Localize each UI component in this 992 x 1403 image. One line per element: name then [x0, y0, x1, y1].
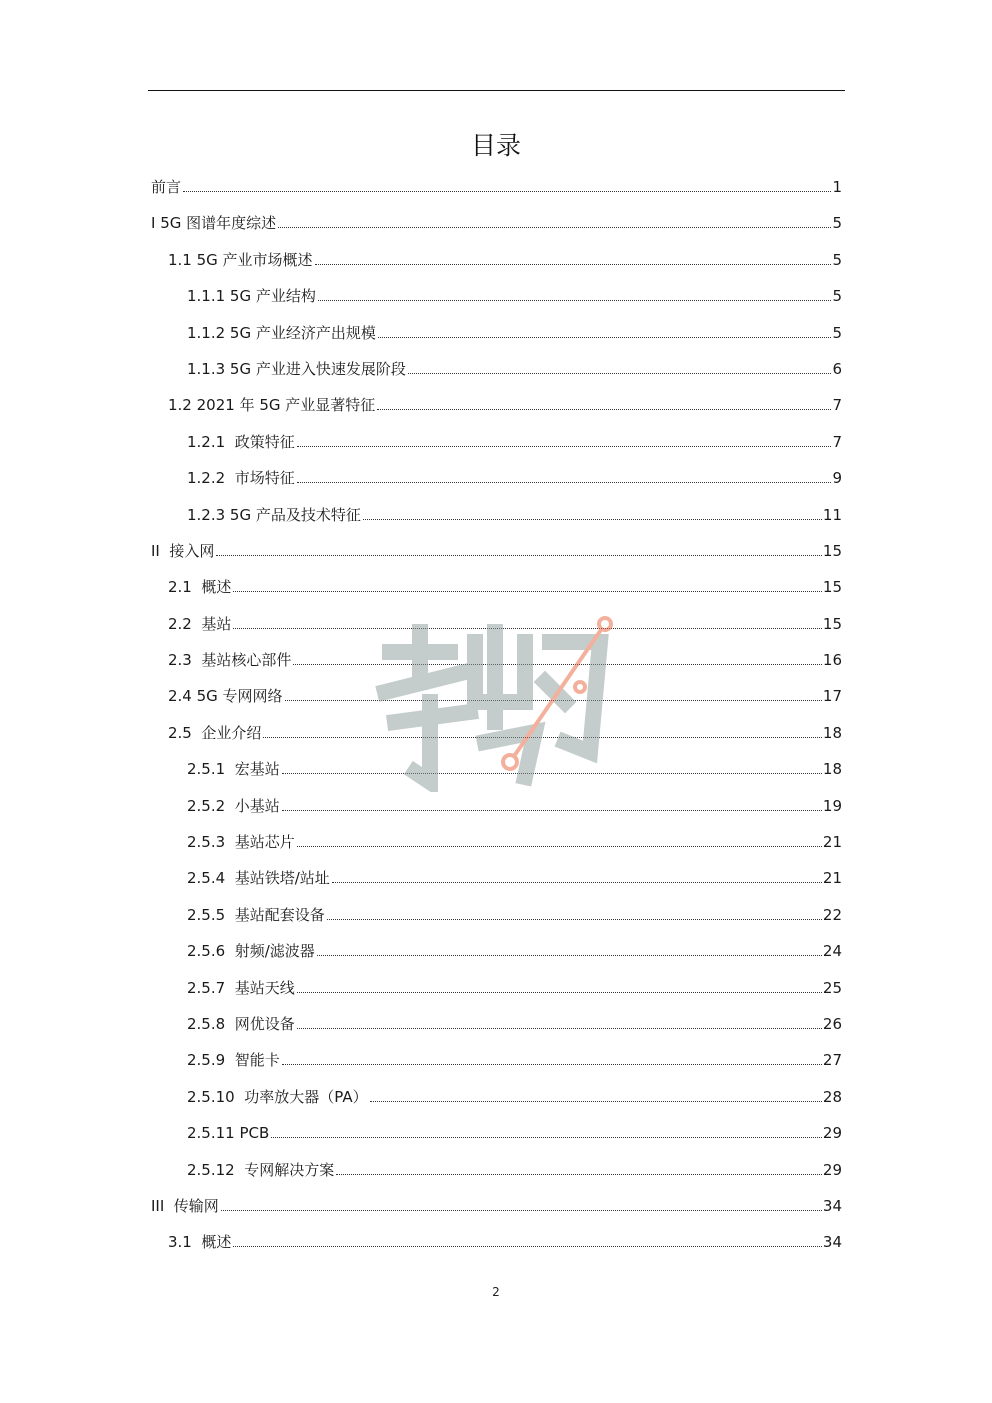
- toc-entry-title: I 5G 图谱年度综述: [151, 214, 277, 233]
- toc-entry[interactable]: [148, 1079, 842, 1115]
- toc-entry-page: 26: [822, 1014, 842, 1033]
- toc-entry-page: 29: [822, 1160, 842, 1179]
- toc-entry[interactable]: [148, 460, 842, 496]
- toc-entry-title: 1.1.3 5G 产业进入快速发展阶段: [187, 359, 406, 378]
- toc-entry[interactable]: [148, 1224, 842, 1260]
- toc-entry-title: 2.5.4 基站铁塔/站址: [187, 869, 330, 888]
- toc-entry-title: 1.1.2 5G 产业经济产出规模: [187, 323, 376, 342]
- toc-entry-title: 1.2.1 政策特征: [187, 432, 295, 451]
- toc-dot-leader: [233, 591, 822, 592]
- toc-entry-title: 2.5.3 基站芯片: [187, 833, 295, 852]
- toc-dot-leader: [282, 810, 822, 811]
- toc-dot-leader: [318, 300, 832, 301]
- toc-entry-title: II 接入网: [151, 541, 215, 560]
- toc-entry[interactable]: [148, 1006, 842, 1042]
- toc-entry[interactable]: [148, 497, 842, 533]
- toc-entry-page: 21: [822, 869, 842, 888]
- toc-dot-leader: [297, 446, 832, 447]
- toc-entry-page: 15: [822, 541, 842, 560]
- toc-dot-leader: [233, 1246, 822, 1247]
- toc-entry[interactable]: [148, 824, 842, 860]
- toc-entry[interactable]: [148, 278, 842, 314]
- toc-dot-leader: [183, 191, 831, 192]
- toc-entry-page: 15: [822, 614, 842, 633]
- toc-entry[interactable]: [148, 315, 842, 351]
- toc-entry-title: 前言: [151, 178, 182, 196]
- toc-entry-page: 15: [822, 578, 842, 597]
- page-title: 目录: [470, 131, 521, 160]
- toc-entry-page: 1: [832, 178, 842, 196]
- toc-entry-page: 5: [832, 287, 842, 306]
- toc-entry-page: 18: [822, 760, 842, 779]
- toc-entry[interactable]: [148, 242, 842, 278]
- toc-entry-title: 2.5.11 PCB: [187, 1124, 270, 1143]
- toc-dot-leader: [327, 919, 822, 920]
- toc-entry-title: 1.1.1 5G 产业结构: [187, 287, 316, 306]
- brand-logo-watermark-icon: [375, 612, 615, 792]
- toc-entry-page: 9: [832, 469, 842, 488]
- toc-dot-leader: [408, 373, 832, 374]
- toc-entry-title: 2.5.12 专网解决方案: [187, 1160, 335, 1179]
- toc-dot-leader: [297, 992, 822, 993]
- toc-dot-leader: [336, 1174, 822, 1175]
- toc-entry-page: 5: [832, 214, 842, 233]
- toc-dot-leader: [377, 409, 831, 410]
- toc-entry-title: 2.5.7 基站天线: [187, 978, 295, 997]
- toc-entry[interactable]: [148, 387, 842, 423]
- toc-entry-page: 11: [822, 505, 842, 524]
- toc-entry-title: 2.5.1 宏基站: [187, 760, 280, 779]
- toc-entry-title: 1.2 2021 年 5G 产业显著特征: [168, 396, 376, 415]
- toc-entry[interactable]: [148, 1115, 842, 1151]
- toc-entry-title: 2.5.8 网优设备: [187, 1014, 295, 1033]
- toc-entry[interactable]: [148, 860, 842, 896]
- toc-entry-page: 19: [822, 796, 842, 815]
- toc-entry-title: 2.4 5G 专网网络: [168, 687, 283, 706]
- toc-dot-leader: [332, 882, 822, 883]
- toc-entry[interactable]: [148, 897, 842, 933]
- toc-dot-leader: [297, 482, 832, 483]
- page-number: 2: [492, 1285, 500, 1299]
- toc-entry[interactable]: [148, 1152, 842, 1188]
- toc-dot-leader: [282, 1064, 822, 1065]
- toc-entry-title: 2.5 企业介绍: [168, 723, 262, 742]
- toc-dot-leader: [271, 1137, 822, 1138]
- toc-dot-leader: [216, 555, 822, 556]
- toc-entry-page: 28: [822, 1087, 842, 1106]
- toc-entry[interactable]: [148, 1188, 842, 1224]
- toc-entry-title: 1.2.2 市场特征: [187, 469, 295, 488]
- toc-entry-page: 16: [822, 651, 842, 670]
- toc-entry-page: 24: [822, 942, 842, 961]
- toc-dot-leader: [297, 1028, 822, 1029]
- toc-entry-page: 7: [832, 432, 842, 451]
- toc-dot-leader: [221, 1210, 822, 1211]
- toc-entry[interactable]: [148, 169, 842, 205]
- toc-entry-page: 6: [832, 359, 842, 378]
- toc-dot-leader: [278, 227, 831, 228]
- toc-entry-title: 1.1 5G 产业市场概述: [168, 250, 313, 269]
- toc-entry[interactable]: [148, 424, 842, 460]
- toc-entry-title: 2.1 概述: [168, 578, 232, 597]
- toc-entry-title: 1.2.3 5G 产品及技术特征: [187, 505, 361, 524]
- toc-entry-title: 3.1 概述: [168, 1233, 232, 1252]
- toc-dot-leader: [297, 846, 822, 847]
- toc-entry-title: 2.2 基站: [168, 614, 232, 633]
- toc-entry[interactable]: [148, 205, 842, 241]
- toc-entry[interactable]: [148, 1042, 842, 1078]
- toc-entry-page: 34: [822, 1233, 842, 1252]
- toc-entry-page: 25: [822, 978, 842, 997]
- toc-entry-page: 18: [822, 723, 842, 742]
- toc-entry[interactable]: [148, 788, 842, 824]
- toc-dot-leader: [378, 337, 832, 338]
- toc-entry[interactable]: [148, 933, 842, 969]
- toc-entry-page: 29: [822, 1124, 842, 1143]
- toc-entry-page: 22: [822, 905, 842, 924]
- toc-entry-page: 34: [822, 1196, 842, 1215]
- toc-entry-page: 27: [822, 1051, 842, 1070]
- toc-entry-title: 2.5.2 小基站: [187, 796, 280, 815]
- header-rule: [148, 90, 845, 91]
- toc-entry-title: 2.5.5 基站配套设备: [187, 905, 325, 924]
- toc-dot-leader: [370, 1101, 822, 1102]
- toc-entry-title: 2.5.10 功率放大器（PA）: [187, 1087, 368, 1106]
- toc-entry[interactable]: [148, 970, 842, 1006]
- toc-dot-leader: [317, 955, 822, 956]
- toc-entry[interactable]: [148, 533, 842, 569]
- toc-entry-title: 2.3 基站核心部件: [168, 651, 292, 670]
- toc-entry[interactable]: [148, 569, 842, 605]
- toc-entry-page: 17: [822, 687, 842, 706]
- toc-entry-title: 2.5.9 智能卡: [187, 1051, 280, 1070]
- toc-entry-title: 2.5.6 射频/滤波器: [187, 942, 315, 961]
- toc-entry-page: 5: [832, 323, 842, 342]
- toc-entry-page: 5: [832, 250, 842, 269]
- toc-entry-page: 7: [832, 396, 842, 415]
- toc-entry-title: III 传输网: [151, 1196, 219, 1215]
- toc-entry[interactable]: [148, 351, 842, 387]
- toc-entry-page: 21: [822, 833, 842, 852]
- toc-dot-leader: [363, 519, 822, 520]
- toc-dot-leader: [315, 264, 832, 265]
